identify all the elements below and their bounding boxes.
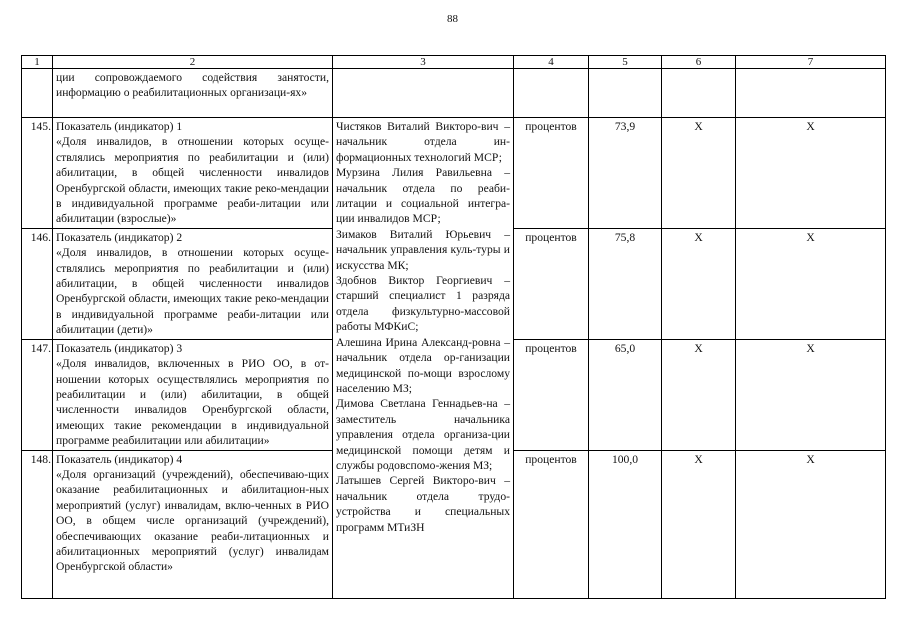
header-col-1: 1: [22, 56, 53, 69]
col7-mark: X: [736, 228, 886, 339]
header-row: [22, 56, 886, 69]
header-col-7: 7: [736, 56, 886, 69]
header-col-4: 4: [514, 56, 589, 69]
unit: процентов: [514, 118, 589, 229]
value: 100,0: [589, 450, 662, 598]
col6-mark: X: [662, 450, 736, 598]
row-number: 145.: [22, 118, 53, 229]
row-number: 148.: [22, 450, 53, 598]
value: 73,9: [589, 118, 662, 229]
indicator-description: «Доля инвалидов, в отношении которых осуще-ствлялись мероприятия по реабилитации и (или) абилитации, в общей численности инвалидов Оренбургской области, имеющих такие реко-мендации в индивидуальной программе реаби-литации или абилитации (взрослые)»: [56, 135, 329, 226]
header-col-2: 2: [53, 56, 333, 69]
col7-mark: X: [736, 339, 886, 450]
col6-mark: X: [662, 339, 736, 450]
col6-mark: X: [662, 118, 736, 229]
indicator-title: Показатель (индикатор) 2: [56, 230, 183, 244]
value: 75,8: [589, 228, 662, 339]
continuation-row: [22, 69, 886, 118]
header-col-5: 5: [589, 56, 662, 69]
unit: процентов: [514, 228, 589, 339]
indicator-description: «Доля инвалидов, в отношении которых осуще-ствлялись мероприятия по реабилитации и (или) абилитации, в общей численности инвалидов Оренбургской области, имеющих такие реко-мендации в индивидуальной программе реаби-литации или абилитации (дети)»: [56, 246, 329, 337]
row-number: 146.: [22, 228, 53, 339]
col6-mark: X: [662, 228, 736, 339]
row-number: 147.: [22, 339, 53, 450]
table-row: [22, 118, 886, 229]
col7-mark: X: [736, 118, 886, 229]
indicator-cell: [53, 228, 333, 339]
indicator-description: «Доля инвалидов, включенных в РИО ОО, в от-ношении которых осуществлялись мероприятия по реабилитации и (или) абилитации, в общей численности инвалидов Оренбургской области, имеющих такие рекомендации в индивидуальной программе реабилитации или абилитации»: [56, 357, 329, 448]
indicator-cell: [53, 339, 333, 450]
indicator-title: Показатель (индикатор) 4: [56, 452, 183, 466]
indicator-title: Показатель (индикатор) 3: [56, 341, 183, 355]
unit: процентов: [514, 339, 589, 450]
indicator-title: Показатель (индикатор) 1: [56, 120, 183, 133]
page-number: 88: [447, 13, 458, 25]
indicator-description: «Доля организаций (учреждений), обеспечиваю-щих оказание реабилитационных и абилитацион-ных мероприятий (услуг) инвалидам, вклю-ченных в РИО ОО, в общем числе организаций (учреждений), обеспечивающих оказание реаби-литационных и абилитационных мероприятий (услуг) инвалидам Оренбургской области»: [56, 467, 329, 574]
header-col-3: 3: [333, 56, 514, 69]
indicator-cell: [53, 118, 333, 229]
col7-mark: X: [736, 450, 886, 598]
unit: процентов: [514, 450, 589, 598]
continuation-text: ции сопровождаемого содействия занятости, информацию о реабилитационных организаци-ях»: [53, 69, 333, 118]
value: 65,0: [589, 339, 662, 450]
header-col-6: 6: [662, 56, 736, 69]
indicator-cell: [53, 450, 333, 598]
indicators-table: [21, 55, 886, 599]
responsible-persons: Чистяков Виталий Викторо-вич – начальник отдела ин-формационных технологий МСР; Мурзина Лилия Равильевна – начальник отдела по реаби-литации и социальной интегра-ции инвалидов МСР; Зимаков Виталий Юрьевич – начальник управления куль-туры и искусства МК; Здобнов Виктор Георгиевич – старший специалист 1 разряда отдела физкультурно-массовой работы МФКиС; Алешина Ирина Александ-ровна – начальник отдела ор-ганизации медицинской по-мощи взрослому населению МЗ; Димова Светлана Геннадьев-на – заместитель начальника управления отдела организа-ции медицинской помощи детям и службы родовспомо-жения МЗ; Латышев Сергей Викторо-вич – начальник отдела трудо-устройства и специальных программ МТиЗН: [333, 118, 514, 599]
